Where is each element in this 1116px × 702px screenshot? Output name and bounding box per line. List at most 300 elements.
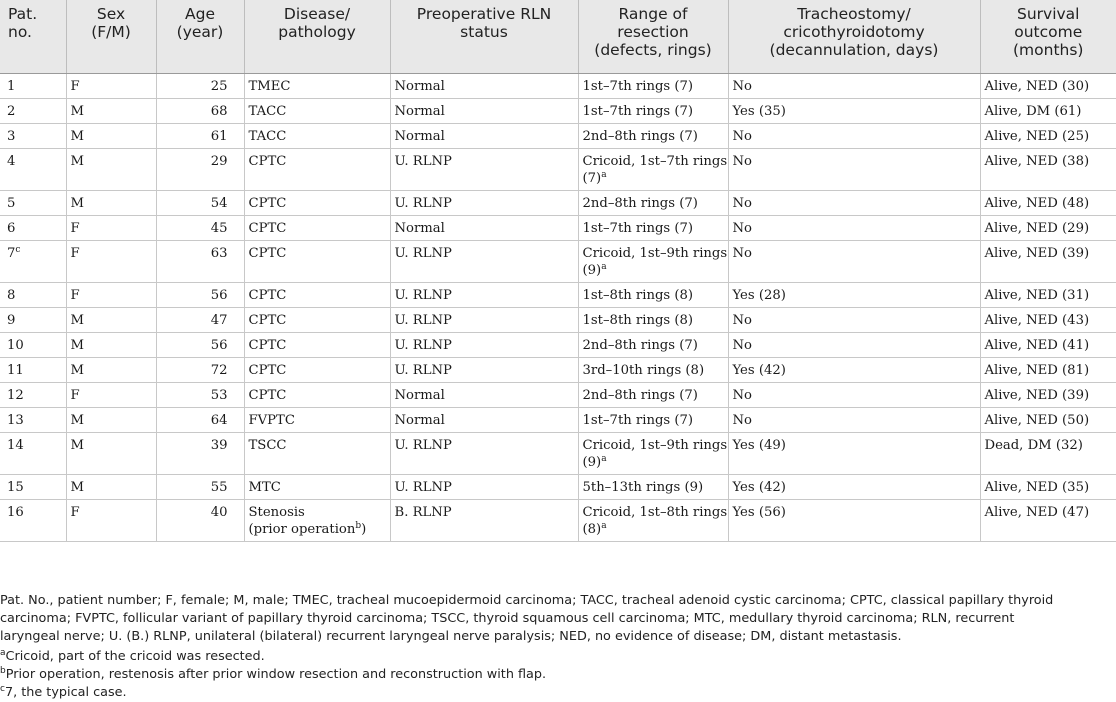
cell-sex [66, 190, 156, 215]
age-value: 39 [210, 437, 228, 453]
sex-value: F [70, 78, 80, 94]
resection-range-value: 1st–7th rings (7) [582, 220, 694, 236]
cell-rln-status [390, 215, 578, 240]
cell-disease [244, 123, 390, 148]
abbreviations-line: laryngeal nerve; U. (B.) RLNP, unilateral (bilateral) recurrent laryngeal nerve paralysis; NED, no evidence of disease; DM, distant metastasis. [0, 629, 902, 644]
patient-no: 7 [7, 245, 16, 261]
cell-age [156, 499, 244, 541]
cell-resection-range [578, 215, 728, 240]
survival-value: Alive, NED (39) [984, 387, 1090, 403]
cell-survival [980, 282, 1116, 307]
footnote-text: 7, the typical case. [4, 685, 127, 700]
resection-range-value: 3rd–10th rings (8) [582, 362, 705, 378]
age-value: 68 [210, 103, 228, 119]
tracheostomy-value: Yes (42) [732, 362, 786, 378]
cell-rln-status [390, 282, 578, 307]
cell-patient-no [0, 407, 66, 432]
cell-survival [980, 240, 1116, 282]
cell-age [156, 332, 244, 357]
cell-tracheostomy [728, 357, 980, 382]
column-header-line: (decannulation, days) [769, 41, 939, 59]
cell-disease [244, 407, 390, 432]
cell-patient-no [0, 332, 66, 357]
resection-range-value: 1st–7th rings (7) [582, 78, 694, 94]
patient-no: 3 [7, 128, 16, 144]
cell-disease [244, 73, 390, 98]
survival-value: Alive, NED (31) [984, 287, 1090, 303]
footnote-marker: a [601, 453, 607, 464]
disease-value: CPTC [248, 387, 287, 403]
tracheostomy-value: No [732, 337, 752, 353]
column-header-line: (defects, rings) [594, 41, 712, 59]
cell-disease [244, 499, 390, 541]
footnote-c [0, 684, 1110, 702]
cell-patient-no [0, 148, 66, 190]
cell-tracheostomy [728, 332, 980, 357]
cell-tracheostomy [728, 307, 980, 332]
cell-tracheostomy [728, 432, 980, 474]
cell-tracheostomy [728, 190, 980, 215]
disease-value: FVPTC [248, 412, 295, 428]
footnote-marker: b [355, 520, 362, 531]
cell-age [156, 307, 244, 332]
sex-value: F [70, 245, 80, 261]
cell-disease [244, 240, 390, 282]
column-header [578, 0, 728, 73]
patient-no: 2 [7, 103, 16, 119]
cell-resection-range [578, 307, 728, 332]
cell-rln-status [390, 98, 578, 123]
footnote-marker: a [601, 169, 607, 180]
cell-sex [66, 73, 156, 98]
table-row [0, 215, 1116, 240]
tracheostomy-value: Yes (35) [732, 103, 786, 119]
cell-rln-status [390, 240, 578, 282]
column-header [980, 0, 1116, 73]
cell-survival [980, 432, 1116, 474]
sex-value: F [70, 504, 80, 520]
survival-value: Alive, NED (35) [984, 479, 1090, 495]
column-header-line: cricothyroidotomy [783, 23, 925, 41]
cell-age [156, 240, 244, 282]
rln-status-value: B. RLNP [394, 504, 452, 520]
cell-sex [66, 474, 156, 499]
column-header-line: (year) [176, 23, 224, 41]
column-header-line: (months) [1013, 41, 1084, 59]
tracheostomy-value: No [732, 387, 752, 403]
survival-value: Alive, NED (29) [984, 220, 1090, 236]
sex-value: M [70, 479, 85, 495]
cell-survival [980, 307, 1116, 332]
resection-defects: (8) [582, 521, 602, 537]
cell-rln-status [390, 190, 578, 215]
cell-age [156, 123, 244, 148]
survival-value: Alive, NED (39) [984, 245, 1090, 261]
cell-disease [244, 190, 390, 215]
abbreviations-line: Pat. No., patient number; F, female; M, male; TMEC, tracheal mucoepidermoid carcinoma; TACC, tracheal adenoid cystic carcinoma; CPTC, classical papillary thyroid [0, 593, 1054, 608]
column-header-line: outcome [1014, 23, 1083, 41]
cell-resection-range [578, 357, 728, 382]
cell-age [156, 98, 244, 123]
column-header-line: status [460, 23, 508, 41]
cell-disease [244, 215, 390, 240]
cell-patient-no [0, 474, 66, 499]
resection-range-value: 1st–8th rings (8) [582, 287, 694, 303]
age-value: 55 [210, 479, 228, 495]
disease-note: (prior operation [248, 521, 356, 537]
column-header [390, 0, 578, 73]
table-header-row [0, 0, 1116, 73]
cell-resection-range [578, 407, 728, 432]
rln-status-value: U. RLNP [394, 287, 452, 303]
cell-disease [244, 474, 390, 499]
tracheostomy-value: No [732, 195, 752, 211]
rln-status-value: Normal [394, 128, 445, 144]
patient-no: 4 [7, 153, 16, 169]
resection-range-value: 2nd–8th rings (7) [582, 337, 698, 353]
patient-no: 10 [7, 337, 24, 353]
footnote-a [0, 648, 1110, 666]
rln-status-value: U. RLNP [394, 153, 452, 169]
table-row [0, 148, 1116, 190]
cell-disease [244, 282, 390, 307]
patient-no: 15 [7, 479, 24, 495]
cell-survival [980, 499, 1116, 541]
table-row [0, 499, 1116, 541]
age-value: 45 [210, 220, 228, 236]
disease-value: CPTC [248, 220, 287, 236]
cell-tracheostomy [728, 240, 980, 282]
table-row [0, 357, 1116, 382]
table-row [0, 98, 1116, 123]
column-header [156, 0, 244, 73]
table-row [0, 332, 1116, 357]
cell-rln-status [390, 332, 578, 357]
cell-tracheostomy [728, 382, 980, 407]
cell-rln-status [390, 357, 578, 382]
column-header-line: Pat. [8, 5, 38, 23]
patient-no: 11 [7, 362, 24, 378]
cell-rln-status [390, 407, 578, 432]
footnote-marker: b [0, 666, 6, 676]
cell-patient-no [0, 307, 66, 332]
rln-status-value: U. RLNP [394, 479, 452, 495]
table-row [0, 190, 1116, 215]
cell-patient-no [0, 499, 66, 541]
tracheostomy-value: No [732, 312, 752, 328]
disease-value: TACC [248, 103, 287, 119]
footnote-marker: a [601, 520, 607, 531]
disease-value: Stenosis [248, 504, 305, 520]
cell-patient-no [0, 98, 66, 123]
footnote-marker: c [0, 684, 5, 694]
cell-patient-no [0, 123, 66, 148]
rln-status-value: Normal [394, 220, 445, 236]
disease-value: CPTC [248, 337, 287, 353]
cell-rln-status [390, 307, 578, 332]
column-header [0, 0, 66, 73]
cell-rln-status [390, 73, 578, 98]
resection-defects: (9) [582, 454, 602, 470]
cell-resection-range [578, 499, 728, 541]
resection-defects: (9) [582, 262, 602, 278]
sex-value: M [70, 312, 85, 328]
cell-rln-status [390, 432, 578, 474]
age-value: 63 [210, 245, 228, 261]
cell-patient-no [0, 215, 66, 240]
disease-value: CPTC [248, 312, 287, 328]
survival-value: Alive, NED (81) [984, 362, 1090, 378]
cell-sex [66, 407, 156, 432]
cell-tracheostomy [728, 98, 980, 123]
patient-no: 16 [7, 504, 24, 520]
cell-disease [244, 307, 390, 332]
age-value: 29 [210, 153, 228, 169]
cell-tracheostomy [728, 73, 980, 98]
cell-tracheostomy [728, 499, 980, 541]
patient-no: 12 [7, 387, 24, 403]
cell-disease [244, 357, 390, 382]
cell-sex [66, 499, 156, 541]
survival-value: Alive, NED (30) [984, 78, 1090, 94]
survival-value: Alive, NED (25) [984, 128, 1090, 144]
cell-rln-status [390, 123, 578, 148]
cell-rln-status [390, 382, 578, 407]
tracheostomy-value: No [732, 220, 752, 236]
cell-survival [980, 215, 1116, 240]
table-row [0, 73, 1116, 98]
footnote-marker: a [0, 648, 6, 658]
cell-sex [66, 148, 156, 190]
age-value: 56 [210, 337, 228, 353]
cell-survival [980, 148, 1116, 190]
column-header-line: Sex [96, 5, 126, 23]
sex-value: M [70, 337, 85, 353]
age-value: 53 [210, 387, 228, 403]
rln-status-value: U. RLNP [394, 437, 452, 453]
sex-value: M [70, 128, 85, 144]
cell-age [156, 357, 244, 382]
cell-rln-status [390, 499, 578, 541]
disease-value: CPTC [248, 362, 287, 378]
sex-value: M [70, 195, 85, 211]
column-header [244, 0, 390, 73]
column-header-line: Disease/ [283, 5, 351, 23]
cell-sex [66, 240, 156, 282]
cell-patient-no [0, 432, 66, 474]
cell-sex [66, 282, 156, 307]
disease-note-end: ) [361, 521, 367, 537]
age-value: 64 [210, 412, 228, 428]
survival-value: Alive, NED (47) [984, 504, 1090, 520]
table-row [0, 282, 1116, 307]
column-header-line: no. [8, 23, 32, 41]
footnote-marker: a [601, 261, 607, 272]
tracheostomy-value: Yes (42) [732, 479, 786, 495]
cell-survival [980, 357, 1116, 382]
tracheostomy-value: No [732, 128, 752, 144]
patient-no: 14 [7, 437, 24, 453]
resection-range-value: 2nd–8th rings (7) [582, 195, 698, 211]
resection-range-value: 2nd–8th rings (7) [582, 387, 698, 403]
age-value: 56 [210, 287, 228, 303]
tracheostomy-value: Yes (49) [732, 437, 786, 453]
survival-value: Alive, DM (61) [984, 103, 1082, 119]
cell-resection-range [578, 123, 728, 148]
cell-sex [66, 382, 156, 407]
rln-status-value: U. RLNP [394, 362, 452, 378]
cell-survival [980, 98, 1116, 123]
cell-disease [244, 382, 390, 407]
survival-value: Alive, NED (43) [984, 312, 1090, 328]
cell-sex [66, 332, 156, 357]
resection-range-value: 5th–13th rings (9) [582, 479, 704, 495]
table-footnotes [0, 592, 1110, 702]
cell-disease [244, 98, 390, 123]
disease-value: CPTC [248, 153, 287, 169]
resection-range-value: Cricoid, 1st–7th rings [582, 153, 728, 169]
cell-age [156, 215, 244, 240]
column-header-line: Survival [1017, 5, 1080, 23]
rln-status-value: Normal [394, 103, 445, 119]
patient-no: 5 [7, 195, 16, 211]
table-row [0, 407, 1116, 432]
cell-resection-range [578, 190, 728, 215]
cell-survival [980, 332, 1116, 357]
cell-rln-status [390, 148, 578, 190]
cell-resection-range [578, 148, 728, 190]
tracheostomy-value: No [732, 78, 752, 94]
resection-range-value: Cricoid, 1st–9th rings [582, 245, 728, 261]
cell-tracheostomy [728, 407, 980, 432]
survival-value: Alive, NED (48) [984, 195, 1090, 211]
cell-patient-no [0, 382, 66, 407]
sex-value: F [70, 220, 80, 236]
resection-range-value: Cricoid, 1st–8th rings [582, 504, 728, 520]
cell-resection-range [578, 240, 728, 282]
cell-age [156, 190, 244, 215]
survival-value: Alive, NED (50) [984, 412, 1090, 428]
cell-sex [66, 357, 156, 382]
survival-value: Alive, NED (41) [984, 337, 1090, 353]
survival-value: Dead, DM (32) [984, 437, 1083, 453]
cell-tracheostomy [728, 282, 980, 307]
rln-status-value: U. RLNP [394, 337, 452, 353]
cell-disease [244, 432, 390, 474]
column-header-line: Range of [618, 5, 688, 23]
column-header [66, 0, 156, 73]
column-header-line: pathology [278, 23, 356, 41]
cell-age [156, 407, 244, 432]
cell-disease [244, 332, 390, 357]
abbreviations-note [0, 592, 1110, 646]
cell-patient-no [0, 357, 66, 382]
age-value: 47 [210, 312, 228, 328]
column-header-line: Tracheostomy/ [797, 5, 911, 23]
cell-survival [980, 73, 1116, 98]
resection-defects: (7) [582, 170, 602, 186]
cell-age [156, 382, 244, 407]
disease-value: CPTC [248, 245, 287, 261]
cell-resection-range [578, 73, 728, 98]
sex-value: M [70, 153, 85, 169]
table-row [0, 240, 1116, 282]
age-value: 25 [210, 78, 228, 94]
cell-age [156, 282, 244, 307]
resection-range-value: 1st–7th rings (7) [582, 103, 694, 119]
column-header-line: resection [617, 23, 689, 41]
footnote-text: Cricoid, part of the cricoid was resected. [5, 649, 265, 664]
tracheostomy-value: No [732, 245, 752, 261]
cell-resection-range [578, 382, 728, 407]
rln-status-value: U. RLNP [394, 245, 452, 261]
disease-value: CPTC [248, 287, 287, 303]
disease-value: MTC [248, 479, 281, 495]
cell-age [156, 73, 244, 98]
disease-value: TSCC [248, 437, 287, 453]
sex-value: M [70, 103, 85, 119]
sex-value: M [70, 362, 85, 378]
footnote-marker: c [15, 244, 21, 255]
column-header [728, 0, 980, 73]
resection-range-value: 1st–8th rings (8) [582, 312, 694, 328]
cell-sex [66, 215, 156, 240]
age-value: 72 [210, 362, 228, 378]
cell-sex [66, 432, 156, 474]
resection-range-value: 2nd–8th rings (7) [582, 128, 698, 144]
table-row [0, 474, 1116, 499]
sex-value: F [70, 387, 80, 403]
cell-survival [980, 123, 1116, 148]
sex-value: M [70, 412, 85, 428]
footnote-text: Prior operation, restenosis after prior window resection and reconstruction with flap. [5, 667, 547, 682]
table-row [0, 382, 1116, 407]
tracheostomy-value: Yes (28) [732, 287, 786, 303]
cell-survival [980, 382, 1116, 407]
cell-resection-range [578, 474, 728, 499]
rln-status-value: Normal [394, 78, 445, 94]
cell-tracheostomy [728, 123, 980, 148]
cell-age [156, 432, 244, 474]
age-value: 61 [210, 128, 228, 144]
cell-sex [66, 307, 156, 332]
footnote-b [0, 666, 1110, 684]
cell-disease [244, 148, 390, 190]
abbreviations-line: carcinoma; FVPTC, follicular variant of papillary thyroid carcinoma; TSCC, thyroid squamous cell carcinoma; MTC, medullary thyroid carcinoma; RLN, recurrent [0, 611, 1015, 626]
patient-no: 9 [7, 312, 16, 328]
rln-status-value: U. RLNP [394, 195, 452, 211]
disease-value: CPTC [248, 195, 287, 211]
cell-patient-no [0, 240, 66, 282]
tracheostomy-value: No [732, 153, 752, 169]
resection-range-value: Cricoid, 1st–9th rings [582, 437, 728, 453]
sex-value: F [70, 287, 80, 303]
age-value: 54 [210, 195, 228, 211]
table-row [0, 432, 1116, 474]
cell-survival [980, 474, 1116, 499]
survival-value: Alive, NED (38) [984, 153, 1090, 169]
cell-resection-range [578, 98, 728, 123]
cell-resection-range [578, 282, 728, 307]
disease-value: TMEC [248, 78, 291, 94]
cell-age [156, 148, 244, 190]
cell-sex [66, 123, 156, 148]
disease-value: TACC [248, 128, 287, 144]
column-header-line: (F/M) [91, 23, 131, 41]
rln-status-value: U. RLNP [394, 312, 452, 328]
patient-no: 8 [7, 287, 16, 303]
cell-patient-no [0, 73, 66, 98]
